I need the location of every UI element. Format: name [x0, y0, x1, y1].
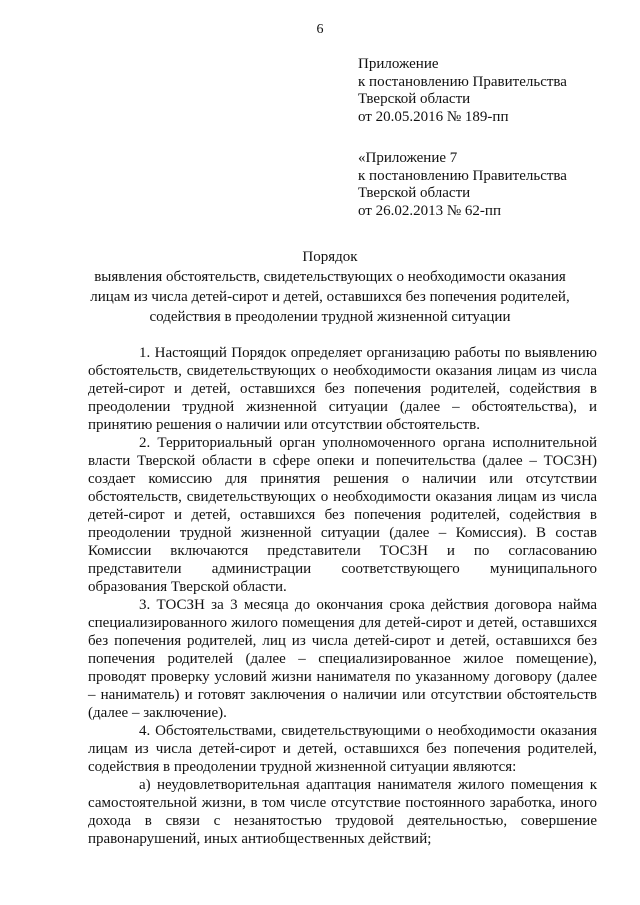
paragraph-2: 2. Территориальный орган уполномоченного органа исполнительной власти Тверской области в сфере опеки и попечительства (далее – ТОСЗН) создает комиссию для принятия решения о наличии или отсутствии обстоятельств, свидетельствующих о необходимости оказания лицам из числа детей-сирот и детей, оставшихся без попечения родителей, содействия в преодолении трудной жизненной ситуации (далее – Комиссия). В состав Комиссии включаются представители ТОСЗН и по согласованию представители администрации соответствующего муниципального образования Тверской области.: [88, 435, 597, 595]
title-line: выявления обстоятельств, свидетельствующих о необходимости оказания: [94, 269, 566, 285]
appendix-line: Тверской области: [358, 185, 471, 201]
appendix-7-reference-block: [358, 150, 567, 220]
title-line: лицам из числа детей-сирот и детей, оставшихся без попечения родителей,: [90, 289, 570, 305]
appendix-line: от 26.02.2013 № 62-пп: [358, 202, 501, 219]
paragraph-1: 1. Настоящий Порядок определяет организацию работы по выявлению обстоятельств, свидетельствующих о необходимости оказания лицам из числа детей-сирот и детей, оставшихся без попечения родителей, содействия в преодолении трудной жизненной ситуации (далее – обстоятельства), и принятию решения о наличии или отсутствии обстоятельств.: [88, 345, 597, 433]
appendix-reference-block: [358, 56, 567, 126]
page-number: 6: [316, 22, 324, 37]
appendix-line: Приложение: [358, 56, 439, 72]
paragraph-3: 3. ТОСЗН за 3 месяца до окончания срока действия договора найма специализированного жилого помещения для детей-сирот и детей, оставшихся без попечения родителей, лиц из числа детей-сирот и детей, оставшихся без попечения родителей (далее – специализированное жилое помещение), проводят проверку условий жизни нанимателя по указанному договору (далее – наниматель) и готовят заключения о наличии или отсутствии обстоятельств (далее – заключение).: [88, 597, 597, 721]
appendix-line: к постановлению Правительства: [358, 73, 567, 90]
document-title: [60, 247, 600, 327]
title-line: содействия в преодолении трудной жизненной ситуации: [149, 309, 511, 325]
title-heading: Порядок: [302, 249, 358, 265]
paragraph-4a: а) неудовлетворительная адаптация нанимателя жилого помещения к самостоятельной жизни, в том числе отсутствие постоянного заработка, иного дохода в связи с незанятостью трудовой деятельностью, совершение правонарушений, иных антиобщественных действий;: [88, 777, 597, 847]
appendix-line: к постановлению Правительства: [358, 167, 567, 184]
appendix-line: «Приложение 7: [358, 150, 458, 166]
document-body: [88, 344, 597, 848]
paragraph-4: 4. Обстоятельствами, свидетельствующими о необходимости оказания лицам из числа детей-сирот и детей, оставшихся без попечения родителей, содействия в преодолении трудной жизненной ситуации являются:: [88, 723, 597, 775]
appendix-line: Тверской области: [358, 91, 471, 107]
appendix-line: от 20.05.2016 № 189-пп: [358, 108, 509, 125]
